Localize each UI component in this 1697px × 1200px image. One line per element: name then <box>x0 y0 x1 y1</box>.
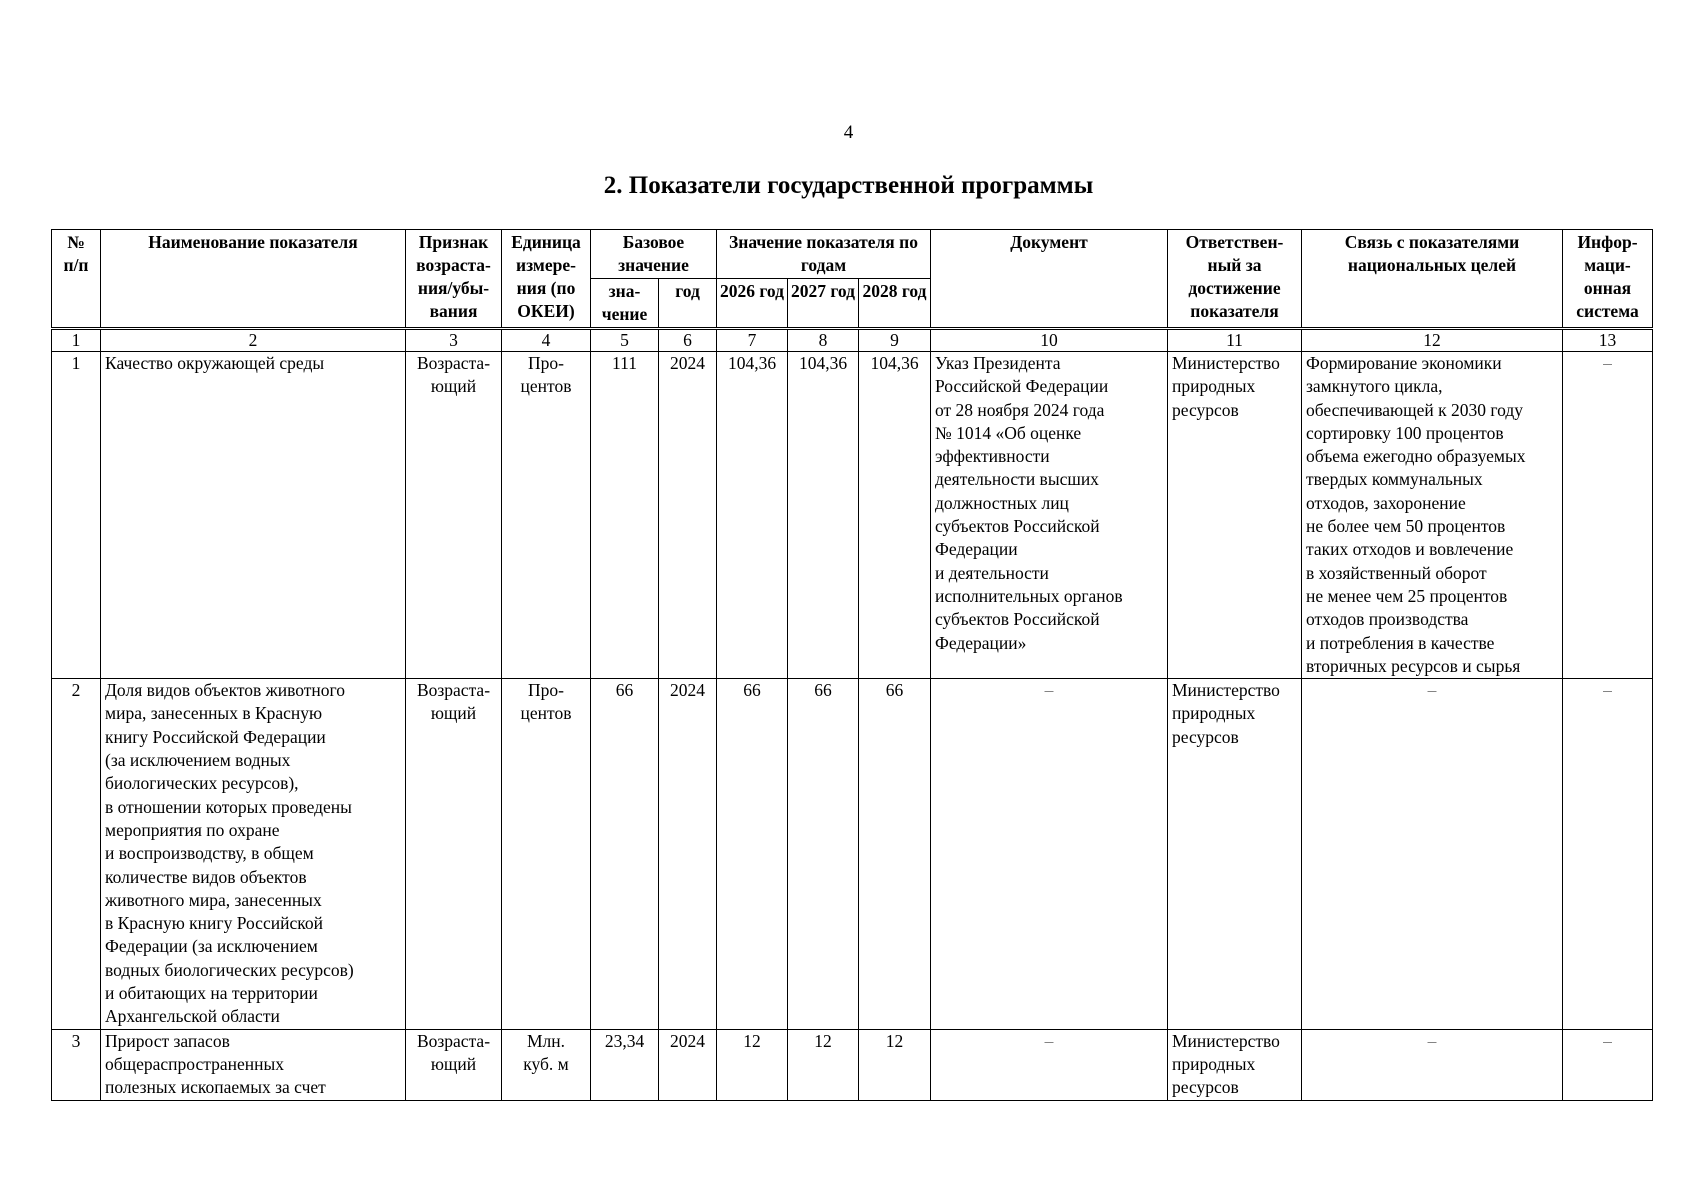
row-base-year: 2024 <box>659 1029 717 1100</box>
row-base-year: 2024 <box>659 679 717 1029</box>
header-year-2026: 2026 год <box>717 279 788 329</box>
row-value-2028: 12 <box>859 1029 931 1100</box>
column-numbers-row <box>52 329 1653 352</box>
row-base-value: 66 <box>591 679 659 1029</box>
row-name: Качество окружающей среды <box>101 352 406 679</box>
table-row <box>52 1029 1653 1100</box>
row-value-2026: 12 <box>717 1029 788 1100</box>
row-link: – <box>1302 1029 1563 1100</box>
column-number: 2 <box>101 329 406 352</box>
row-info-system: – <box>1563 1029 1653 1100</box>
indicators-table <box>51 229 1653 1101</box>
header-name: Наименование показателя <box>101 230 406 329</box>
row-num: 1 <box>52 352 101 679</box>
row-document: – <box>931 1029 1168 1100</box>
column-number: 6 <box>659 329 717 352</box>
row-unit: Про- центов <box>502 352 591 679</box>
table-row <box>52 679 1653 1029</box>
row-base-value: 111 <box>591 352 659 679</box>
row-num: 2 <box>52 679 101 1029</box>
row-trend: Возраста- ющий <box>406 679 502 1029</box>
row-num: 3 <box>52 1029 101 1100</box>
header-base-group: Базовое значение <box>591 230 717 279</box>
column-number: 7 <box>717 329 788 352</box>
page-number: 4 <box>843 122 854 143</box>
row-name: Доля видов объектов животного мира, занесенных в Красную книгу Российской Федерации (за исключением водных биологических ресурсов), в отношении которых проведены мероприятия по охране и воспроизводству, в общем количестве видов объектов животного мира, занесенных в Красную книгу Российской Федерации (за исключением водных биологических ресурсов) и обитающих на территории Архангельской области <box>101 679 406 1029</box>
header-link: Связь с показателями национальных целей <box>1302 230 1563 329</box>
header-responsible: Ответствен-ный за достижение показателя <box>1168 230 1302 329</box>
column-number: 1 <box>52 329 101 352</box>
header-info-system: Инфор-маци-онная система <box>1563 230 1653 329</box>
row-responsible: Министерство природных ресурсов <box>1168 679 1302 1029</box>
header-unit: Единица измере-ния (по ОКЕИ) <box>502 230 591 329</box>
row-trend: Возраста- ющий <box>406 1029 502 1100</box>
row-value-2026: 66 <box>717 679 788 1029</box>
row-link: – <box>1302 679 1563 1029</box>
row-value-2027: 12 <box>788 1029 859 1100</box>
row-info-system: – <box>1563 352 1653 679</box>
header-base-year: год <box>659 279 717 329</box>
column-number: 4 <box>502 329 591 352</box>
row-info-system: – <box>1563 679 1653 1029</box>
row-responsible: Министерство природных ресурсов <box>1168 352 1302 679</box>
column-number: 3 <box>406 329 502 352</box>
row-value-2026: 104,36 <box>717 352 788 679</box>
column-number: 13 <box>1563 329 1653 352</box>
header-year-2028: 2028 год <box>859 279 931 329</box>
row-base-value: 23,34 <box>591 1029 659 1100</box>
column-number: 8 <box>788 329 859 352</box>
row-value-2028: 104,36 <box>859 352 931 679</box>
row-value-2027: 66 <box>788 679 859 1029</box>
column-number: 5 <box>591 329 659 352</box>
column-number: 9 <box>859 329 931 352</box>
row-name: Прирост запасов общераспространенных полезных ископаемых за счет <box>101 1029 406 1100</box>
row-value-2028: 66 <box>859 679 931 1029</box>
column-number: 12 <box>1302 329 1563 352</box>
row-unit: Про- центов <box>502 679 591 1029</box>
column-number: 11 <box>1168 329 1302 352</box>
row-base-year: 2024 <box>659 352 717 679</box>
header-trend: Признак возраста-ния/убы-вания <box>406 230 502 329</box>
row-value-2027: 104,36 <box>788 352 859 679</box>
table-row <box>52 352 1653 679</box>
header-document: Документ <box>931 230 1168 329</box>
section-title: 2. Показатели государственной программы <box>603 172 1094 199</box>
row-responsible: Министерство природных ресурсов <box>1168 1029 1302 1100</box>
header-base-value: зна-чение <box>591 279 659 329</box>
column-number: 10 <box>931 329 1168 352</box>
header-values-group: Значение показателя по годам <box>717 230 931 279</box>
row-trend: Возраста- ющий <box>406 352 502 679</box>
row-link: Формирование экономики замкнутого цикла, обеспечивающей к 2030 году сортировку 100 процентов объема ежегодно образуемых твердых коммунальных отходов, захоронение не более чем 50 процентов таких отходов и вовлечение в хозяйственный оборот не менее чем 25 процентов отходов производства и потребления в качестве вторичных ресурсов и сырья <box>1302 352 1563 679</box>
row-unit: Млн. куб. м <box>502 1029 591 1100</box>
header-num: № п/п <box>52 230 101 329</box>
header-year-2027: 2027 год <box>788 279 859 329</box>
row-document: – <box>931 679 1168 1029</box>
row-document: Указ Президента Российской Федерации от 28 ноября 2024 года № 1014 «Об оценке эффективности деятельности высших должностных лиц субъектов Российской Федерации и деятельности исполнительных органов субъектов Российской Федерации» <box>931 352 1168 679</box>
